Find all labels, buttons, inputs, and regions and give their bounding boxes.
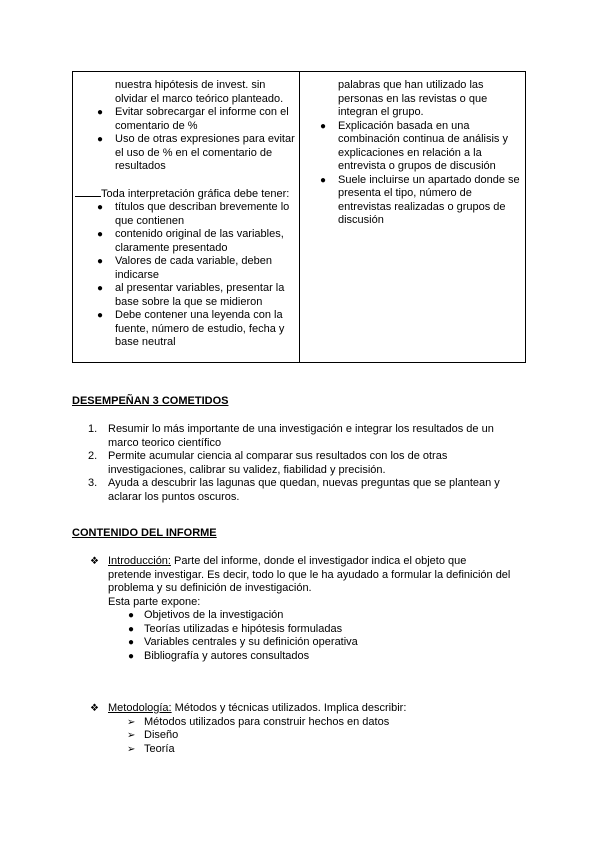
blank-line [75,187,101,197]
bullet-icon: ● [97,107,104,118]
bullet-icon: ● [128,610,135,621]
list-item: ● al presentar variables, presentar la base sobre la que se midieron [97,282,285,308]
left-continuation-text: nuestra hipótesis de invest. sin olvidar el marco teórico planteado. [115,79,284,105]
metodologia-label: Metodología: [108,702,172,714]
list-item: ● Explicación basada en una combinación continua de análisis y explicaciones en relación a la entrevista o grupos de discusión [320,119,508,172]
list-item: ● títulos que describan brevemente lo que contienen [97,201,290,227]
metodologia-paragraph: ❖ Metodología: Métodos y técnicas utilizados. Implica describir: [90,702,407,714]
arrow-bullet-icon: ➢ [127,730,136,741]
table-cell-right [306,79,524,228]
cometidos-list [72,423,512,504]
bullet-icon: ● [128,637,135,648]
metodologia-items [72,716,512,757]
arrow-bullet-icon: ➢ [127,716,136,728]
bullet-icon: ● [320,174,327,186]
list-item: ● Debe contener una leyenda con la fuente, número de estudio, fecha y base neutral [97,309,285,348]
section-heading-contenido: CONTENIDO DEL INFORME [72,527,217,539]
expone-label: Esta parte expone: [108,595,201,608]
list-item: ● Objetivos de la investigación [128,609,284,621]
notes-table [72,71,526,363]
bullet-icon: ● [97,256,104,267]
bullet-icon: ● [97,283,104,294]
bullet-icon: ● [128,623,135,635]
list-item: ● Evitar sobrecargar el informe con el comentario de % [97,106,289,132]
list-item: ● Teorías utilizadas e hipótesis formuladas [128,622,343,635]
table-column-divider [299,72,300,362]
bullet-icon: ● [97,229,104,240]
list-item: ➢ Teoría [127,742,175,755]
diamond-bullet-icon: ❖ [90,703,99,714]
bullet-icon: ● [128,650,135,662]
graphic-bullets [75,201,295,350]
introduccion-paragraph: ❖ Introducción: Parte del informe, donde el investigador indica el objeto que pretende investigar. Es decir, todo lo que le ha ayudado a formular la definición del problema y su definición de investigación. [90,555,511,594]
left-top-bullets [75,106,295,174]
list-item: ● Variables centrales y su definición operativa [128,636,358,648]
list-item: ➢ Métodos utilizados para construir hechos en datos [127,715,390,728]
metodologia-section [72,702,512,756]
list-item: ● contenido original de las variables, claramente presentado [97,228,284,254]
section-heading-cometidos: DESEMPEÑAN 3 COMETIDOS [72,395,229,407]
introduccion-label: Introducción: [108,555,171,567]
list-item: ● Valores de cada variable, deben indicarse [97,255,272,281]
list-item: ➢ Diseño [127,729,179,741]
list-item: 3. Ayuda a descubrir las lagunas que quedan, nuevas preguntas que se plantean y aclarar los puntos oscuros. [88,477,500,503]
bullet-icon: ● [97,202,104,213]
list-item: ● Suele incluirse un apartado donde se presenta el tipo, número de entrevistas realizadas o grupos de discusión [320,173,520,226]
introduccion-section [72,555,512,663]
diamond-bullet-icon: ❖ [90,556,99,567]
bullet-icon: ● [320,120,327,132]
table-cell-left [75,79,295,350]
arrow-bullet-icon: ➢ [127,743,136,755]
bullet-icon: ● [97,134,104,145]
list-item: ● Bibliografía y autores consultados [128,649,310,662]
graphic-intro: Toda interpretación gráfica debe tener: [75,187,295,202]
intro-items [72,609,512,663]
right-bullets [306,120,524,228]
right-continuation-text: palabras que han utilizado las personas en las revistas o que integran el grupo. [338,79,488,118]
bullet-icon: ● [97,310,104,321]
list-item: 2. Permite acumular ciencia al comparar sus resultados con los de otras investigaciones, calibrar su validez, fiabilidad y precisión. [88,450,448,476]
list-item: 1. Resumir lo más importante de una investigación e integrar los resultados de un marco teorico científico [88,423,494,449]
list-item: ● Uso de otras expresiones para evitar el uso de % en el comentario de resultados [97,133,295,172]
